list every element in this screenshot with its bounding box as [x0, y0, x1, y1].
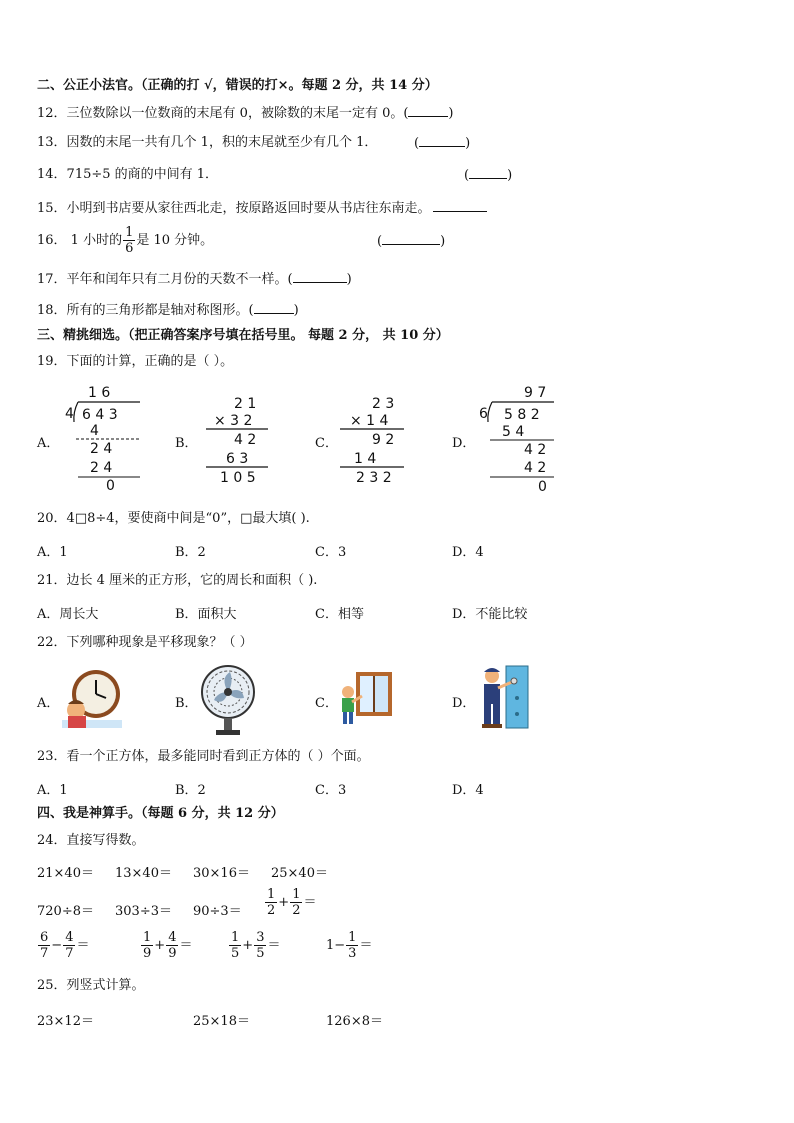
option-c-20[interactable]: C．3 — [315, 545, 347, 560]
svg-text:4: 4 — [90, 423, 99, 439]
svg-text:5 4: 5 4 — [502, 424, 525, 440]
calc-item: 303÷3＝ — [115, 904, 172, 919]
option-b-19[interactable]: B． — [175, 436, 198, 451]
clock-turning-picture — [62, 666, 122, 734]
calc-a-long-division — [60, 382, 150, 496]
option-d-20[interactable]: D．4 — [452, 545, 484, 560]
answer-blank-18[interactable] — [254, 301, 294, 314]
question-18-text: 18．所有的三角形都是轴对称图形。( — [37, 303, 254, 318]
svg-text:2 4: 2 4 — [90, 460, 113, 476]
door-handle-picture — [476, 664, 532, 734]
svg-text:0: 0 — [538, 479, 547, 494]
calc-item: 25×40＝ — [271, 866, 328, 881]
calc-item: 720÷8＝ — [37, 904, 94, 919]
question-21: 21．边长 4 厘米的正方形，它的周长和面积（ ). — [37, 573, 318, 588]
question-24: 24．直接写得数。 — [37, 833, 145, 848]
question-12 — [37, 104, 454, 123]
svg-text:4 2: 4 2 — [524, 460, 547, 476]
answer-blank-16[interactable] — [382, 232, 440, 245]
answer-14: ( ) — [464, 168, 513, 183]
option-d-21[interactable]: D．不能比较 — [452, 607, 528, 622]
option-a-20[interactable]: A．1 — [37, 545, 68, 560]
fraction-one-minus-third: 1− $\frac{1}{3}$ ＝ — [326, 930, 373, 961]
calc-item: 30×16＝ — [193, 866, 250, 881]
question-16-text: 16． 1 小时的 — [37, 233, 123, 248]
question-15 — [37, 199, 487, 218]
svg-text:1 4: 1 4 — [354, 451, 377, 467]
option-b-20[interactable]: B．2 — [175, 545, 206, 560]
option-c-19[interactable]: C． — [315, 436, 338, 451]
calc-item: 23×12＝ — [37, 1014, 94, 1029]
svg-text:5 8 2: 5 8 2 — [504, 407, 540, 423]
svg-text:6: 6 — [479, 406, 488, 422]
question-17-text: 17．平年和闰年只有二月份的天数不一样。( — [37, 272, 293, 287]
question-18: 18．所有的三角形都是轴对称图形。( ) — [37, 303, 299, 318]
question-15-text: 15．小明到书店要从家往西北走，按原路返回时要从书店往东南走。 — [37, 201, 431, 216]
option-a-19[interactable]: A． — [37, 436, 60, 451]
svg-text:6 3: 6 3 — [226, 451, 249, 467]
answer-blank-14[interactable] — [469, 166, 507, 179]
paren-close: ) — [448, 106, 454, 121]
question-13 — [37, 134, 377, 152]
option-c-21[interactable]: C．相等 — [315, 607, 364, 622]
calc-item: 25×18＝ — [193, 1014, 250, 1029]
fraction-sum-fifths: $\frac{1}{5}$ + $\frac{3}{5}$ ＝ — [231, 930, 281, 961]
option-d-19[interactable]: D． — [452, 436, 476, 451]
answer-blank-13[interactable] — [419, 134, 465, 147]
question-13-text: 13．因数的末尾一共有几个 1，积的末尾就至少有几个 1． — [37, 135, 378, 150]
calc-a-quotient: 1 6 — [88, 385, 111, 401]
option-b-21[interactable]: B．面积大 — [175, 607, 237, 622]
answer-blank-15[interactable] — [433, 199, 487, 212]
question-12-text: 12．三位数除以一位数商的末尾有 0，被除数的末尾一定有 0。( — [37, 106, 409, 121]
fraction-one-sixth: $\frac{1}{6}$ — [125, 225, 134, 256]
answer-16: ( ) — [377, 234, 446, 249]
calc-a-divisor: 4 — [65, 406, 74, 422]
question-23: 23．看一个正方体，最多能同时看到正方体的（ ）个面。 — [37, 749, 370, 764]
section-4-title: 四、我是神算手。（每题 6 分，共 12 分） — [37, 806, 284, 821]
calc-item: 21×40＝ — [37, 866, 94, 881]
answer-blank-12[interactable] — [408, 104, 448, 117]
svg-text:2 3: 2 3 — [372, 396, 395, 412]
calc-d-long-division — [474, 382, 564, 498]
answer-13: ( ) — [414, 136, 471, 151]
question-22: 22．下列哪种现象是平移现象？（ ） — [37, 635, 253, 650]
fraction-sum-half: $\frac{1}{2}$ + $\frac{1}{2}$ ＝ — [267, 887, 317, 918]
option-b-23[interactable]: B．2 — [175, 783, 206, 798]
svg-text:0: 0 — [106, 478, 115, 492]
option-c-23[interactable]: C．3 — [315, 783, 347, 798]
svg-text:4 2: 4 2 — [234, 432, 257, 448]
answer-blank-17[interactable] — [293, 270, 347, 283]
question-19: 19．下面的计算，正确的是（ ）。 — [37, 354, 234, 369]
section-2-title: 二、公正小法官。（正确的打 √，错误的打×。每题 2 分，共 14 分） — [37, 78, 438, 93]
calc-a-dividend: 6 4 3 — [82, 407, 118, 423]
svg-text:2 1: 2 1 — [234, 396, 257, 412]
option-a-22[interactable]: A． — [37, 696, 60, 711]
option-d-22[interactable]: D． — [452, 696, 476, 711]
option-b-22[interactable]: B． — [175, 696, 198, 711]
calc-item: 90÷3＝ — [193, 904, 242, 919]
question-17: 17．平年和闰年只有二月份的天数不一样。( ) — [37, 272, 352, 287]
svg-text:2 4: 2 4 — [90, 441, 113, 457]
calc-item: 13×40＝ — [115, 866, 172, 881]
section-3-title: 三、精挑细选。（把正确答案序号填在括号里。 每题 2 分， 共 10 分） — [37, 328, 449, 343]
svg-text:9 2: 9 2 — [372, 432, 395, 448]
fraction-diff-sevenths: $\frac{6}{7}$ − $\frac{4}{7}$ ＝ — [40, 930, 90, 961]
svg-text:1 0 5: 1 0 5 — [220, 470, 256, 486]
fraction-sum-ninths: $\frac{1}{9}$ + $\frac{4}{9}$ ＝ — [143, 930, 193, 961]
question-14-text: 14．715÷5 的商的中间有 1． — [37, 167, 219, 182]
svg-text:2 3 2: 2 3 2 — [356, 470, 392, 486]
svg-text:× 1 4: × 1 4 — [350, 413, 389, 429]
calc-c-multiplication — [334, 392, 414, 491]
sliding-window-picture — [338, 670, 394, 732]
calc-item: 126×8＝ — [326, 1014, 383, 1029]
svg-text:4 2: 4 2 — [524, 442, 547, 458]
svg-text:× 3 2: × 3 2 — [214, 413, 253, 429]
option-a-21[interactable]: A．周长大 — [37, 607, 99, 622]
question-20: 20．4□8÷4，要使商中间是“0”，□最大填( ). — [37, 511, 310, 526]
question-16: 16． 1 小时的 $\frac{1}{6}$ 是 10 分钟。 — [37, 225, 214, 256]
question-14 — [37, 166, 218, 184]
fan-rotating-picture — [200, 660, 256, 742]
svg-text:9 7: 9 7 — [524, 385, 547, 401]
option-d-23[interactable]: D．4 — [452, 783, 484, 798]
option-c-22[interactable]: C． — [315, 696, 338, 711]
calc-b-multiplication — [198, 392, 278, 491]
option-a-23[interactable]: A．1 — [37, 783, 68, 798]
question-25: 25．列竖式计算。 — [37, 978, 145, 993]
